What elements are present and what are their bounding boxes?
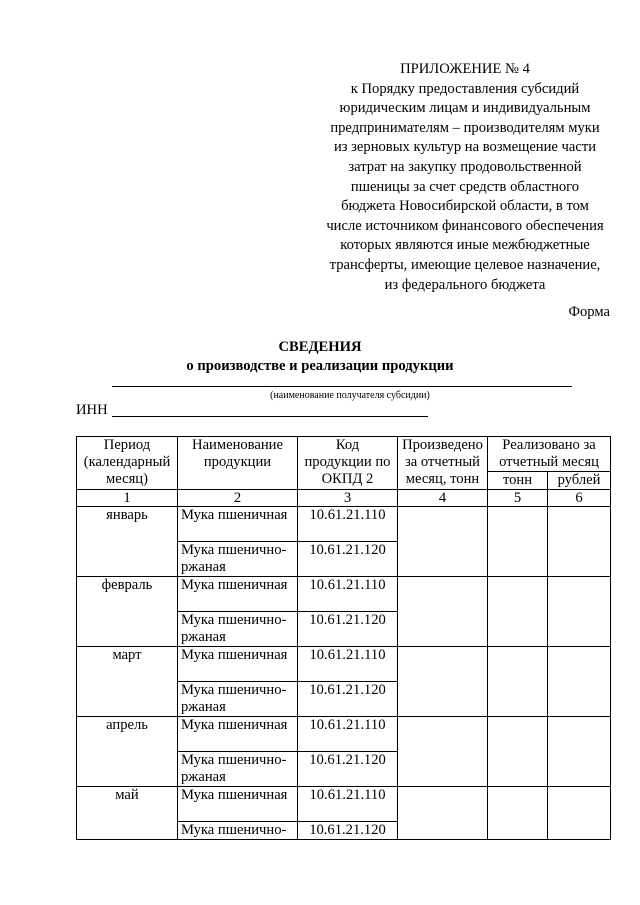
appendix-line: ПРИЛОЖЕНИЕ № 4 (400, 61, 530, 77)
product-code: 10.61.21.110 (298, 577, 398, 612)
product-code: 10.61.21.110 (298, 647, 398, 682)
product-name: Мука пшеничная (178, 647, 298, 682)
sold-tons-cell[interactable] (488, 507, 548, 577)
appendix-line: к Порядку предоставления субсидий (350, 80, 580, 97)
product-code: 10.61.21.120 (298, 612, 398, 647)
product-name: Мука пшеничная (178, 787, 298, 822)
col-number: 2 (178, 490, 298, 507)
appendix-block (300, 60, 630, 295)
table-row (77, 647, 611, 682)
table-row (77, 717, 611, 752)
header-period: Период (календарный месяц) (77, 437, 178, 490)
form-label: Форма (568, 304, 610, 320)
produced-cell[interactable] (398, 577, 488, 647)
recipient-caption: (наименование получателя субсидии) (270, 390, 430, 401)
appendix-line: затрат на закупку продовольственной (348, 158, 582, 175)
appendix-line: трансферты, имеющие целевое назначение, (329, 256, 601, 273)
sold-rub-cell[interactable] (548, 787, 611, 840)
produced-cell[interactable] (398, 717, 488, 787)
product-code: 10.61.21.110 (298, 787, 398, 822)
sold-rub-cell[interactable] (548, 577, 611, 647)
col-number: 4 (398, 490, 488, 507)
header-produced: Произведено за отчетный месяц, тонн (398, 437, 488, 490)
appendix-line: юридическим лицам и индивидуальным (339, 100, 591, 117)
product-name: Мука пшеничная (178, 717, 298, 752)
col-number: 1 (77, 490, 178, 507)
header-code: Код продукции по ОКПД 2 (298, 437, 398, 490)
product-code: 10.61.21.120 (298, 822, 398, 840)
col-number: 6 (548, 490, 611, 507)
recipient-name-line (112, 386, 572, 387)
product-name: Мука пшеничная (178, 577, 298, 612)
sold-tons-cell[interactable] (488, 787, 548, 840)
appendix-line: числе источником финансового обеспечения (326, 217, 604, 234)
sold-rub-cell[interactable] (548, 717, 611, 787)
product-code: 10.61.21.120 (298, 682, 398, 717)
col-number: 5 (488, 490, 548, 507)
sold-tons-cell[interactable] (488, 647, 548, 717)
sold-tons-cell[interactable] (488, 717, 548, 787)
header-product: Наименование продукции (178, 437, 298, 490)
produced-cell[interactable] (398, 507, 488, 577)
product-code: 10.61.21.120 (298, 542, 398, 577)
product-name: Мука пшенично-ржаная (178, 752, 298, 787)
production-table (76, 436, 611, 840)
col-number: 3 (298, 490, 398, 507)
product-code: 10.61.21.110 (298, 717, 398, 752)
product-name: Мука пшеничная (178, 507, 298, 542)
inn-label: ИНН (76, 402, 108, 418)
month-cell: апрель (77, 717, 178, 787)
table-row (77, 787, 611, 822)
month-cell: май (77, 787, 178, 840)
sold-rub-cell[interactable] (548, 647, 611, 717)
product-name: Мука пшенично-ржаная (178, 682, 298, 717)
appendix-line: пшеницы за счет средств областного (350, 178, 580, 195)
appendix-line: которых являются иные межбюджетные (340, 237, 590, 254)
table-row (77, 507, 611, 542)
month-cell: март (77, 647, 178, 717)
product-code: 10.61.21.110 (298, 507, 398, 542)
product-name: Мука пшенично-ржаная (178, 612, 298, 647)
appendix-line: предпринимателям – производителям муки (330, 119, 600, 136)
appendix-line: из зерновых культур на возмещение части (333, 139, 597, 156)
product-code: 10.61.21.120 (298, 752, 398, 787)
inn-line (112, 416, 428, 417)
document-subtitle: о производстве и реализации продукции (186, 358, 454, 374)
month-cell: январь (77, 507, 178, 577)
produced-cell[interactable] (398, 647, 488, 717)
appendix-line: бюджета Новосибирской области, в том (341, 198, 589, 215)
sold-tons-cell[interactable] (488, 577, 548, 647)
header-sold: Реализовано за отчетный месяц (488, 437, 611, 472)
table-row (77, 577, 611, 612)
document-title: СВЕДЕНИЯ (278, 339, 362, 355)
header-sold-tons: тонн (488, 472, 548, 490)
produced-cell[interactable] (398, 787, 488, 840)
header-sold-rub: рублей (548, 472, 611, 490)
product-name: Мука пшенично-ржаная (178, 542, 298, 577)
appendix-line: из федерального бюджета (384, 276, 546, 293)
product-name: Мука пшенично- (178, 822, 298, 840)
month-cell: февраль (77, 577, 178, 647)
sold-rub-cell[interactable] (548, 507, 611, 577)
